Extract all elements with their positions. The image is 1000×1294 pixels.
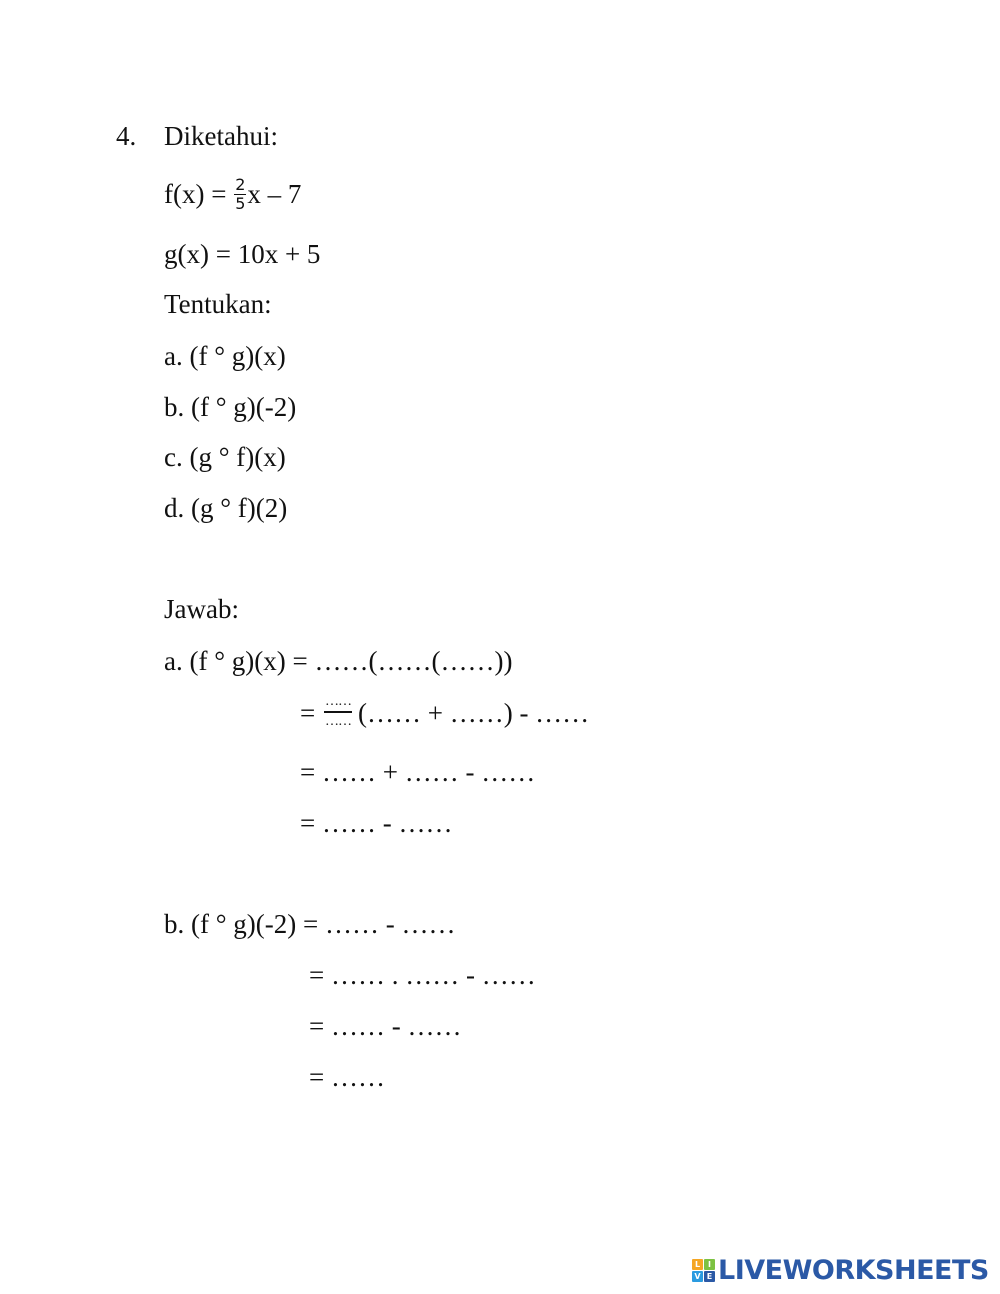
f-definition [164, 175, 302, 215]
answer-a-line4: = …… - …… [300, 808, 453, 838]
answer-a-line2-prefix: = [300, 698, 322, 728]
f-definition-suffix: x – 7 [247, 179, 302, 209]
liveworksheets-logo [692, 1254, 989, 1286]
answer-a-line1: a. (f ° g)(x) = ……(……(……)) [164, 646, 513, 676]
given-label: Diketahui: [164, 121, 278, 151]
liveworksheets-logo-icon [692, 1259, 715, 1282]
answer-a-line2-suffix: (…… + ……) - …… [357, 698, 590, 728]
answer-a-fraction [324, 693, 352, 729]
f-fraction [234, 176, 246, 213]
answer-a-fraction-denominator: …… [324, 713, 351, 729]
task-item-c: c. (g ° f)(x) [164, 442, 286, 472]
task-item-d: d. (g ° f)(2) [164, 493, 288, 523]
f-fraction-numerator: 2 [235, 175, 246, 195]
problem-number: 4. [116, 121, 137, 151]
task-label: Tentukan: [164, 289, 272, 319]
logo-letter-i: I [704, 1259, 715, 1270]
answer-b-line3: = …… - …… [309, 1011, 462, 1041]
f-definition-prefix: f(x) = [164, 179, 234, 209]
answer-a-fraction-numerator: …… [324, 696, 352, 713]
logo-letter-l: L [692, 1259, 703, 1270]
answer-a-line3: = …… + …… - …… [300, 757, 536, 787]
f-fraction-denominator: 5 [235, 194, 246, 214]
task-item-b: b. (f ° g)(-2) [164, 392, 297, 422]
liveworksheets-logo-text: LIVEWORKSHEETS [718, 1254, 989, 1286]
answer-b-line2: = …… . …… - …… [309, 960, 536, 990]
g-definition: g(x) = 10x + 5 [164, 239, 321, 269]
logo-letter-v: V [692, 1271, 703, 1282]
answer-b-line4: = …… [309, 1062, 385, 1092]
logo-letter-e: E [704, 1271, 715, 1282]
answer-label: Jawab: [164, 594, 239, 624]
answer-a-line2 [300, 693, 590, 732]
task-item-a: a. (f ° g)(x) [164, 341, 286, 371]
answer-b-line1: b. (f ° g)(-2) = …… - …… [164, 909, 456, 939]
